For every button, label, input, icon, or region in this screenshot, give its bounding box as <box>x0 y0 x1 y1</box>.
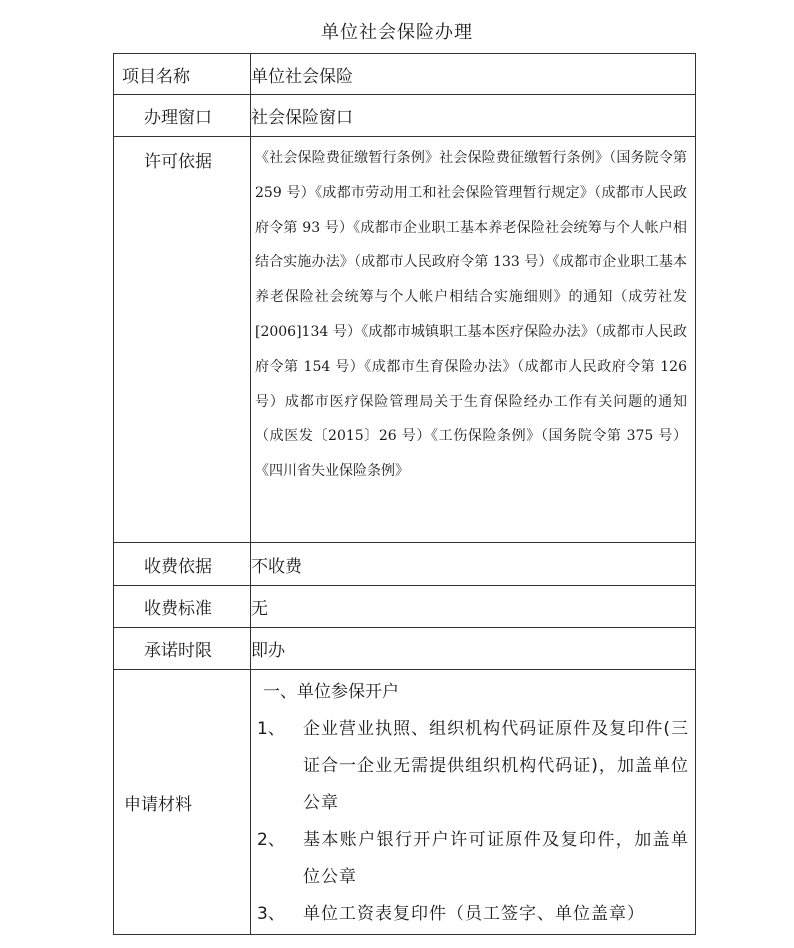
list-item-number: 1、 <box>257 719 285 739</box>
page-title: 单位社会保险办理 <box>321 22 473 43</box>
materials-heading: 一、单位参保开户 <box>263 682 399 702</box>
table-row-time-limit <box>114 628 696 670</box>
label-cell <box>114 628 251 670</box>
label-cell <box>114 54 251 95</box>
materials-label: 申请材料 <box>124 794 192 815</box>
list-item-text: 单位工资表复印件（员工签字、单位盖章） <box>303 904 645 924</box>
window-value: 社会保险窗口 <box>251 95 696 137</box>
info-table <box>113 53 696 935</box>
table-row-materials <box>114 670 696 935</box>
label-cell <box>114 670 251 935</box>
list-item-number: 3、 <box>257 904 285 924</box>
time-limit-value: 即办 <box>251 628 696 670</box>
label-cell <box>114 586 251 628</box>
label-cell <box>114 543 251 586</box>
list-item <box>251 711 689 822</box>
list-item <box>251 822 689 896</box>
fee-standard-label: 收费标准 <box>144 599 212 619</box>
table-row-fee-basis <box>114 543 696 586</box>
time-limit-label: 承诺时限 <box>144 641 212 661</box>
list-item-number: 2、 <box>257 830 285 850</box>
list-item-text: 基本账户银行开户许可证原件及复印件，加盖单位公章 <box>303 830 689 887</box>
label-cell <box>114 137 251 543</box>
list-item <box>251 896 689 933</box>
basis-value: 《社会保险费征缴暂行条例》社会保险费征缴暂行条例》（国务院令第 259 号）《成都市劳动用工和社会保险管理暂行规定》（成都市人民政府令第 93 号）《成都市企业职工基本养老保险社会统筹与个人帐户相结合实施办法》（成都市人民政府令第 133 号）《成都市企业职工基本养老保险社会统筹与个人帐户相结合实施细则》的通知（成劳社发[2006]134 号）《成都市城镇职工基本医疗保险办法》（成都市人民政府令第 154 号）《成都市生育保险办法》（成都市人民政府令第 126 号）成都市医疗保险管理局关于生育保险经办工作有关问题的通知（成医发〔2015〕26 号）《工伤保险条例》（国务院令第 375 号）《四川省失业保险条例》 <box>255 150 687 480</box>
table-row-basis <box>114 137 696 543</box>
table-row-fee-standard <box>114 586 696 628</box>
fee-basis-value: 不收费 <box>251 543 696 586</box>
item-name-value: 单位社会保险 <box>251 54 696 95</box>
label-cell <box>114 95 251 137</box>
basis-label: 许可依据 <box>144 152 212 172</box>
basis-cell <box>251 137 696 543</box>
list-item-text: 企业营业执照、组织机构代码证原件及复印件(三证合一企业无需提供组织机构代码证)，加盖单位公章 <box>303 719 689 813</box>
table-row-window <box>114 95 696 137</box>
table-row-item-name <box>114 54 696 95</box>
fee-standard-value: 无 <box>251 586 696 628</box>
fee-basis-label: 收费依据 <box>144 556 212 577</box>
materials-list <box>251 670 695 933</box>
item-name-label: 项目名称 <box>122 66 190 87</box>
window-label: 办理窗口 <box>144 108 212 128</box>
materials-cell <box>251 670 696 935</box>
